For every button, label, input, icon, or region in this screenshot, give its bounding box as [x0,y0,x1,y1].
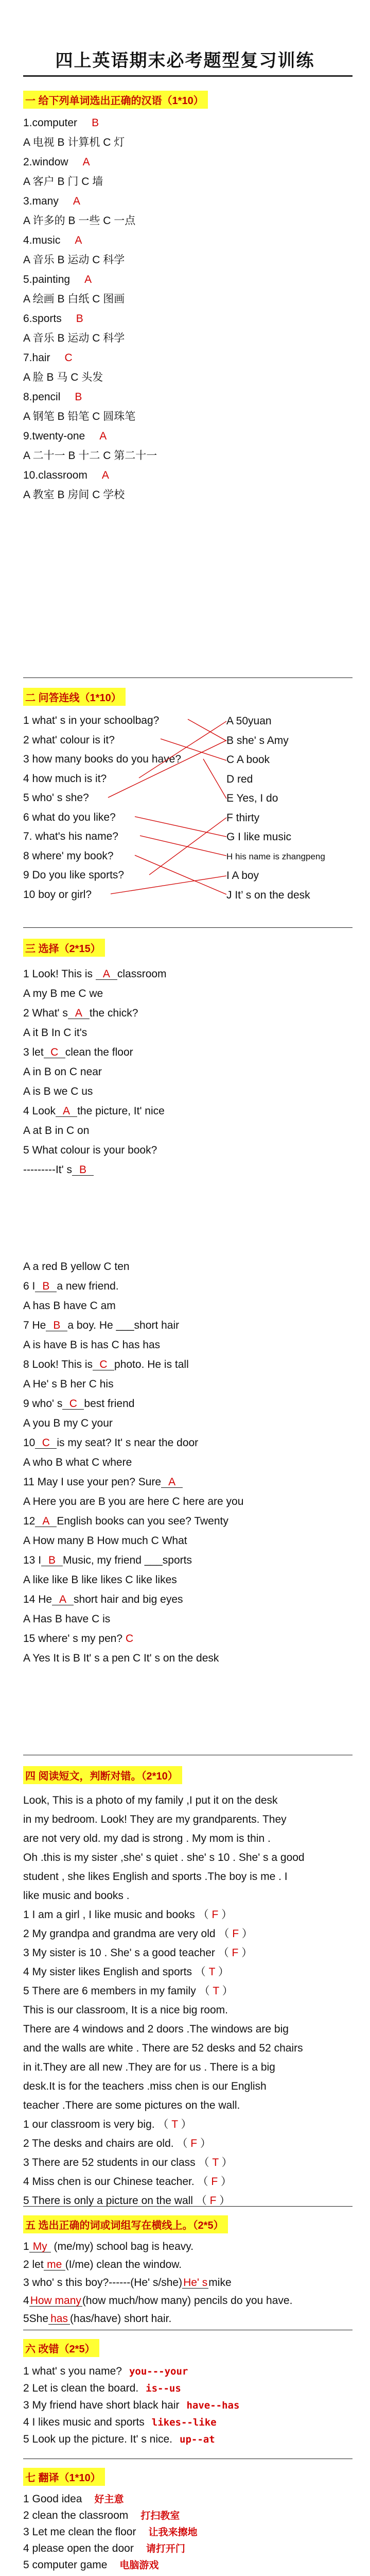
s7-item-translation: 好主意 [94,2494,124,2505]
s5-item-answer: How many [30,2295,81,2307]
s4-judge-1-3 [23,1947,252,1958]
s3-q10 [23,1437,198,1449]
title-rule [23,75,353,77]
s3-q2-options: A it B In C it's [23,1027,87,1039]
s4-judge-text: 5 There are 6 members in my family [23,1985,196,1997]
s2-answer-f: F thirty [226,811,260,824]
s3-q1-text: 1 Look! This is [23,968,96,980]
s3-q14-text: 14 He [23,1594,52,1605]
s4-judge-1-2 [23,1928,253,1939]
s7-item-4 [23,2543,185,2554]
s3-q13-options: A like like B like likes C like likes [23,1574,177,1586]
s3-q7-answer: B [46,1320,67,1331]
s3-q12-text: 12 [23,1515,36,1527]
s1-question-10 [23,470,109,481]
s1-question-text: 9.twenty-one [23,430,85,442]
section-2-heading: 二 问答连线（1*10） [23,688,126,706]
s1-options-5: A 绘画 B 白纸 C 图画 [23,293,125,305]
s6-item-text: 4 I likes music and sports [23,2416,145,2428]
s3-q9 [23,1398,134,1410]
s3-q11-text: 11 May I use your pen? Sure [23,1476,162,1488]
s3-q7 [23,1320,179,1331]
s4-judge-answer: T [208,1966,216,1978]
s2-question-3: 3 how many books do you have? [23,753,182,765]
s3-q2-text: 2 What' s [23,1007,68,1019]
s4-judge-answer: F [209,2195,217,2207]
s6-item-text: 3 My friend have short black hair [23,2399,180,2411]
s4-judge-1-4 [23,1967,229,1977]
s4-judge-answer: T [213,1985,219,1997]
s4-passage-1-line: are not very old. my dad is strong . My mom is thin . [23,1833,271,1844]
s7-item-translation: 请打开门 [146,2543,185,2554]
s4-judge-text: 1 I am a girl , I like music and books [23,1909,195,1921]
s1-question-1 [23,117,99,128]
s7-item-text: 3 Let me clean the floor [23,2526,136,2538]
s1-question-text: 5.painting [23,274,71,285]
paren-open: （ [191,1966,209,1978]
s3-q6-text: 6 I [23,1280,36,1292]
match-line-10 [111,876,226,894]
s6-item-correction: likes--like [151,2417,217,2428]
s3-q14-options: A Has B have C is [23,1613,111,1625]
s3-q3-options: A in B on C near [23,1066,102,1078]
s1-answer: A [84,274,92,285]
s1-answer: A [75,234,82,246]
s4-judge-text: 3 My sister is 10 . She' s a good teacher [23,1947,215,1959]
s3-q14-answer: A [52,1594,74,1605]
s4-judge-text: 1 our classroom is very big. [23,2119,155,2130]
s2-question-7: 7. what's his name? [23,831,118,842]
s3-q2-answer: A [68,1008,90,1019]
s1-answer: B [76,313,83,325]
s3-q9-options: A you B my C your [23,1417,113,1429]
s5-item-3 [23,2277,232,2289]
s2-answer-c: C A book [226,754,270,766]
s1-question-text: 3.many [23,195,59,207]
s1-question-text: 6.sports [23,313,62,325]
s7-item-text: 2 clean the classroom [23,2510,129,2521]
paren-open: （ [194,2176,212,2188]
paren-close: ） [215,1966,229,1978]
section-5-rule [23,2206,353,2207]
s4-passage-1-line: in my bedroom. Look! They are my grandparents. They [23,1814,287,1825]
s4-passage-2-line: This is our classroom, It is a nice big room. [23,2004,228,2016]
s3-q12-answer: A [35,1516,57,1527]
s1-options-7: A 脸 B 马 C 头发 [23,371,103,383]
section-3-heading: 三 选择（2*15） [23,939,105,957]
s3-q8-answer: C [93,1359,114,1370]
s2-question-2: 2 what' colour is it? [23,734,115,746]
s5-item-5 [23,2313,171,2325]
s4-judge-answer: F [190,2138,198,2149]
s4-judge-2-2 [23,2138,211,2149]
s5-item-answer: My [29,2241,51,2252]
s2-question-1: 1 what' s in your schoolbag? [23,715,160,726]
s7-item-translation: 打扫教室 [140,2510,180,2521]
s7-item-2 [23,2510,180,2521]
s7-item-3 [23,2527,197,2537]
s5-item-rest: (I/me) clean the window. [65,2259,182,2270]
paren-open: （ [192,2195,210,2207]
paren-close: ） [238,1947,253,1959]
s3-q11-answer: A [161,1477,183,1488]
paren-close: ） [219,1985,233,1997]
s3-q5: 5 What colour is your book? [23,1144,157,1156]
s4-passage-2-line: in it.They are all new .They are for us . There is a big [23,2061,275,2073]
s6-item-correction: up--at [180,2434,215,2445]
s3-q8-options: A He' s B her C his [23,1378,114,1390]
s4-judge-text: 4 My sister likes English and sports [23,1966,192,1978]
s3-q10-rest: is my seat? It' s near the door [57,1437,199,1449]
s3-q2 [23,1008,138,1019]
s1-question-text: 1.computer [23,117,78,129]
s1-answer: B [75,391,82,403]
s1-question-4 [23,235,82,246]
s5-item-rest: (how much/how many) pencils do you have. [82,2295,293,2307]
s4-judge-answer: T [171,2119,178,2130]
s3-q3 [23,1047,133,1058]
s3-q15-answer: C [125,1633,134,1645]
paren-close: ） [197,2138,211,2149]
s1-question-9 [23,431,107,442]
s4-passage-2-line: teacher .There are some pictures on the wall. [23,2099,240,2111]
s3-q5-options: A a red B yellow C ten [23,1261,130,1273]
paren-open: （ [215,1928,233,1940]
s5-item-prefix: 5She [23,2313,49,2325]
s1-question-text: 8.pencil [23,391,61,403]
s3-q5-prefix: ---------It' s [23,1164,72,1176]
s6-item-5 [23,2434,215,2445]
paren-close: ） [216,2195,231,2207]
paren-open: （ [154,2119,172,2130]
s7-item-text: 4 please open the door [23,2543,134,2554]
s2-answer-b: B she' s Amy [226,734,289,747]
match-line-5 [108,740,226,798]
s3-q7-rest: a boy. He ___short hair [67,1319,180,1331]
s3-q12-options: A How many B How much C What [23,1535,187,1547]
s5-item-4 [23,2295,292,2307]
match-line-1 [188,719,226,741]
s4-judge-2-4 [23,2176,232,2187]
s2-answer-a: A 50yuan [226,715,272,727]
s3-q15 [23,1633,133,1644]
s4-judge-answer: F [232,1947,239,1959]
s4-judge-text: 2 The desks and chairs are old. [23,2138,174,2149]
s4-passage-1-line: Oh .this is my sister ,she' s quiet . she' s 10 . She' s a good [23,1852,305,1863]
s4-judge-1-5 [23,1986,233,1996]
s5-item-prefix: 3 who' s this boy?------(He' s/she) [23,2277,183,2289]
s2-question-9: 9 Do you like sports? [23,869,125,881]
s2-question-4: 4 how much is it? [23,772,107,785]
s3-q15-text: 15 where' s my pen? [23,1633,123,1645]
s2-answer-d: D red [226,773,253,785]
s1-question-text: 7.hair [23,352,50,364]
s3-q10-answer: C [35,1437,57,1449]
s7-item-translation: 让我来擦地 [148,2527,198,2538]
s4-judge-answer: F [212,1909,219,1921]
s7-item-5 [23,2560,158,2570]
s7-item-1 [23,2494,124,2504]
s1-question-text: 4.music [23,234,61,246]
s3-q4-text: 4 Look [23,1105,56,1117]
s3-q10-text: 10 [23,1437,36,1449]
s1-options-9: A 二十一 B 十二 C 第二十一 [23,450,157,462]
s3-q6-options: A has B have C am [23,1300,116,1312]
section-1-heading: 一 给下列单词选出正确的汉语（1*10） [23,91,208,109]
s1-answer: A [73,195,80,207]
paren-close: ） [239,1928,253,1940]
s2-answer-g: G I like music [226,831,292,843]
s2-answer-h: H his name is zhangpeng [226,851,325,861]
section-4-heading: 四 阅读短文，判断对错。（2*10） [23,1766,182,1784]
paren-open: （ [195,2157,213,2168]
s4-passage-1-line: Look, This is a photo of my family ,I put it on the desk [23,1794,278,1806]
s3-q1-rest: classroom [117,968,167,980]
section-7-heading: 七 翻译（1*10） [23,2468,105,2486]
s2-answer-j: J It’ s on the desk [226,889,310,901]
s1-question-5 [23,274,92,285]
s3-q11-options: A Here you are B you are here C here are you [23,1496,244,1507]
s3-q13-rest: Music, my friend ___sports [63,1554,192,1566]
s4-passage-2-line: There are 4 windows and 2 doors .The windows are big [23,2023,289,2035]
s6-item-correction: have--has [186,2400,240,2411]
s7-item-translation: 电脑游戏 [119,2560,159,2571]
s3-q1-options: A my B me C we [23,988,103,999]
match-line-6 [135,817,226,837]
page-title: 四上英语期末必考题型复习训练 [55,50,315,71]
s3-q5-answer: B [72,1164,94,1176]
s3-q4-rest: the picture, It' nice [77,1105,165,1117]
s3-q8-rest: photo. He is tall [114,1359,189,1370]
s1-options-6: A 音乐 B 运动 C 科学 [23,332,125,344]
s6-item-text: 5 Look up the picture. It' s nice. [23,2433,173,2445]
s3-q13-text: 13 I [23,1554,42,1566]
s2-question-10: 10 boy or girl? [23,888,92,901]
s3-q1-answer: A [96,969,117,980]
match-line-3 [203,759,226,799]
s4-passage-2-line: and the walls are white . There are 52 desks and 52 chairs [23,2042,303,2054]
s3-q12-rest: English books can you see? Twenty [57,1515,228,1527]
s3-q9-text: 9 who' s [23,1398,63,1410]
s1-options-3: A 许多的 B 一些 C 一点 [23,215,136,227]
s5-item-prefix: 1 [23,2241,29,2252]
s4-judge-2-5 [23,2195,230,2206]
s4-judge-2-3 [23,2157,233,2168]
s4-judge-text: 5 There is only a picture on the wall [23,2195,193,2207]
s1-question-8 [23,392,82,402]
paren-open: （ [173,2138,191,2149]
s4-passage-1-line: like music and books . [23,1890,130,1902]
s3-q6-answer: B [35,1281,57,1292]
s1-question-text: 10.classroom [23,469,87,481]
paren-close: ） [218,1909,233,1921]
s6-item-text: 1 what' s you name? [23,2365,122,2377]
s3-q6-rest: a new friend. [57,1280,119,1292]
s3-q7-text: 7 He [23,1319,46,1331]
paren-close: ） [218,2176,232,2188]
s3-q4 [23,1106,165,1117]
s3-q6 [23,1281,119,1292]
s5-item-rest: (me/my) school bag is heavy. [50,2241,194,2252]
s4-passage-1-line: student , she likes English and sports .The boy is me . I [23,1871,288,1883]
s3-q14 [23,1594,183,1605]
s3-q9-rest: best friend [84,1398,135,1410]
s6-item-3 [23,2400,239,2411]
paren-close: ） [178,2119,192,2130]
paren-open: （ [196,1985,213,1997]
s3-q10-options: A who B what C where [23,1456,132,1468]
s6-item-text: 2 Let is clean the board. [23,2382,139,2394]
s3-q8-text: 8 Look! This is [23,1359,93,1370]
s4-judge-answer: F [211,2176,218,2188]
s5-item-answer: has [48,2313,70,2325]
s1-question-2 [23,157,90,167]
s3-q4-options: A at B in C on [23,1125,90,1137]
s4-judge-answer: F [232,1928,239,1940]
s1-question-6 [23,313,83,324]
s3-q3-text: 3 let [23,1046,44,1058]
s4-judge-answer: T [212,2157,219,2168]
s3-q12 [23,1516,228,1527]
s3-q11 [23,1477,183,1488]
s3-q7-options: A is have B is has C has has [23,1339,161,1351]
s6-item-1 [23,2366,188,2377]
s6-item-4 [23,2417,217,2428]
s2-answer-i: I A boy [226,870,259,882]
s5-item-2 [23,2259,182,2270]
s7-item-text: 1 Good idea [23,2493,82,2505]
s1-answer: A [99,430,107,442]
s5-item-1 [23,2241,193,2252]
match-line-9 [149,818,226,875]
paren-close: ） [218,2157,233,2168]
s3-q3-rest: clean the floor [65,1046,133,1058]
s5-item-rest: (has/have) short hair. [70,2313,172,2325]
s3-q4-answer: A [56,1106,77,1117]
s2-question-5: 5 who' s she? [23,792,89,804]
match-line-4 [139,721,226,778]
s1-options-10: A 教室 B 房间 C 学校 [23,489,125,501]
s3-q13 [23,1555,192,1566]
s1-options-8: A 钢笔 B 铅笔 C 圆珠笔 [23,411,136,422]
s4-judge-text: 3 There are 52 students in our class [23,2157,196,2168]
s5-item-answer: me [44,2259,65,2270]
s6-item-correction: you---your [129,2366,188,2377]
s1-question-7 [23,352,73,363]
s2-question-8: 8 where' my book? [23,850,114,862]
paren-open: （ [215,1947,232,1959]
s1-answer: A [82,156,90,168]
s4-judge-1-1 [23,1909,232,1920]
s1-answer: B [92,117,99,129]
s3-q8 [23,1359,189,1370]
s3-q3-answer: C [44,1047,65,1058]
s3-q1 [23,969,167,980]
s7-item-text: 5 computer game [23,2559,108,2571]
s4-judge-text: 2 My grandpa and grandma are very old [23,1928,216,1940]
s1-question-3 [23,196,80,207]
s2-question-6: 6 what do you like? [23,811,116,823]
s3-q5-answer-line [23,1164,94,1176]
s4-passage-2-line: desk.It is for the teachers .miss chen is our English [23,2080,267,2092]
s3-q2-rest: the chick? [89,1007,138,1019]
s3-q15-options: A Yes It is B It' s a pen C It' s on the desk [23,1652,219,1664]
section-5-heading: 五 选出正确的词或词组写在横线上。（2*5） [23,2215,228,2233]
paren-open: （ [195,1909,212,1921]
s3-q9-answer: C [62,1398,84,1410]
s2-answer-e: E Yes, I do [226,792,278,804]
s1-options-2: A 客户 B 门 C 墙 [23,176,103,188]
s4-judge-2-1 [23,2119,192,2130]
s1-question-text: 2.window [23,156,68,168]
s1-options-1: A 电视 B 计算机 C 灯 [23,137,125,148]
s6-item-correction: is--us [146,2383,181,2394]
s5-item-rest: mike [208,2277,232,2289]
s3-q13-answer: B [41,1555,63,1566]
s4-judge-text: 4 Miss chen is our Chinese teacher. [23,2176,195,2188]
s3-q14-rest: short hair and big eyes [74,1594,183,1605]
s5-item-prefix: 4 [23,2295,29,2307]
s1-options-4: A 音乐 B 运动 C 科学 [23,254,125,266]
s3-q3-options-2: A is B we C us [23,1086,93,1097]
section-6-heading: 六 改错（2*5） [23,2339,99,2357]
s5-item-prefix: 2 let [23,2259,44,2270]
section-3-rule [23,927,353,928]
s1-answer: C [64,352,73,364]
s6-item-2 [23,2383,181,2394]
match-line-7 [140,836,226,856]
s1-answer: A [101,469,109,481]
match-line-8 [135,855,226,894]
section-2-rule [23,677,353,678]
s5-item-answer: He' s [183,2277,208,2289]
